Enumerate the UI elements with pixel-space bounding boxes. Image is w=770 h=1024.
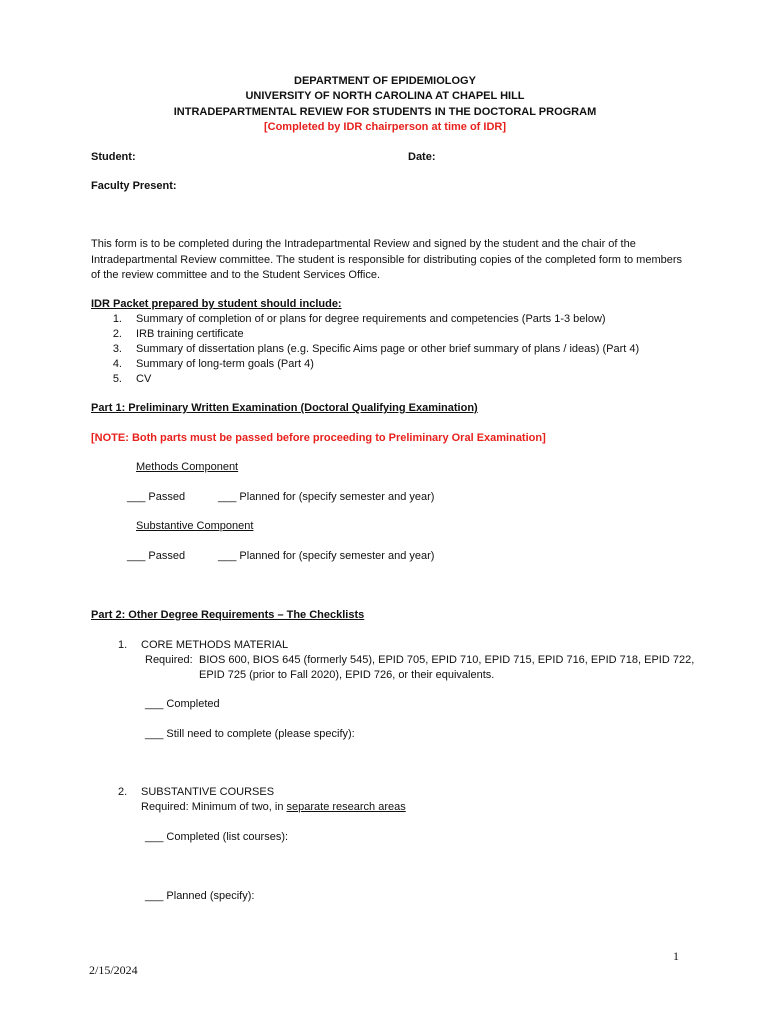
substantive-passed-option: ___ Passed [127,550,186,562]
part1-heading: Part 1: Preliminary Written Examination (Doctoral Qualifying Examination) [91,402,478,414]
methods-component-label: Methods Component [136,461,239,473]
header-title: INTRADEPARTMENTAL REVIEW FOR STUDENTS IN THE DOCTORAL PROGRAM [173,106,597,118]
list-item: Summary of dissertation plans (e.g. Specific Aims page or other brief summary of plans / ideas) (Part 4) [136,343,640,355]
core-required-courses-cont: EPID 725 (prior to Fall 2020), EPID 726, or their equivalents. [199,669,495,681]
core-required-courses: BIOS 600, BIOS 645 (formerly 545), EPID 705, EPID 710, EPID 715, EPID 716, EPID 718, EPID 722, [199,654,695,666]
date-label: Date: [408,151,436,163]
header-instruction: [Completed by IDR chairperson at time of IDR] [263,121,507,133]
intro-paragraph: This form is to be completed during the Intradepartmental Review and signed by the student and the chair of the Intradepartmental Review committee. The student is responsible for distributing copies of the completed form to members of the review committee and to the Student Services Office. [91,238,683,281]
footer-date: 2/15/2024 [89,963,138,977]
substantive-completed-option: ___ Completed (list courses): [145,831,289,843]
page-number: 1 [673,949,679,963]
list-item-number: 1. [112,313,122,325]
list-item-number: 4. [112,358,122,370]
list-item-number: 5. [112,373,122,385]
substantive-planned-option: ___ Planned for (specify semester and year) [218,550,435,562]
methods-passed-option: ___ Passed [127,491,186,503]
substantive-required-text: Required: Minimum of two, in [141,801,287,813]
faculty-present-label: Faculty Present: [91,180,177,192]
header-university: UNIVERSITY OF NORTH CAROLINA AT CHAPEL HILL [245,90,525,102]
substantive-required-emphasis: separate research areas [286,801,406,813]
part2-heading: Part 2: Other Degree Requirements – The Checklists [91,609,365,621]
header-department: DEPARTMENT OF EPIDEMIOLOGY [294,75,476,87]
core-title: CORE METHODS MATERIAL [141,639,289,651]
core-required-label: Required: [145,654,193,666]
list-item: IRB training certificate [136,328,244,340]
substantive-required [141,800,406,814]
substantive-planned-option: ___ Planned (specify): [145,890,255,902]
substantive-component-label: Substantive Component [136,520,254,532]
substantive-title: SUBSTANTIVE COURSES [141,786,275,798]
student-label: Student: [91,151,136,163]
substantive-number: 2. [118,786,128,798]
list-item: Summary of long-term goals (Part 4) [136,358,314,370]
list-item: Summary of completion of or plans for degree requirements and competencies (Parts 1-3 below) [136,313,606,325]
core-completed-option: ___ Completed [145,698,220,710]
part1-note: [NOTE: Both parts must be passed before proceeding to Preliminary Oral Examination] [91,432,546,444]
core-still-need-option: ___ Still need to complete (please specify): [145,728,355,740]
list-item-number: 2. [112,328,122,340]
list-item: CV [136,373,152,385]
packet-heading: IDR Packet prepared by student should include: [91,298,342,310]
list-item-number: 3. [112,343,122,355]
core-number: 1. [118,639,128,651]
methods-planned-option: ___ Planned for (specify semester and year) [218,491,435,503]
